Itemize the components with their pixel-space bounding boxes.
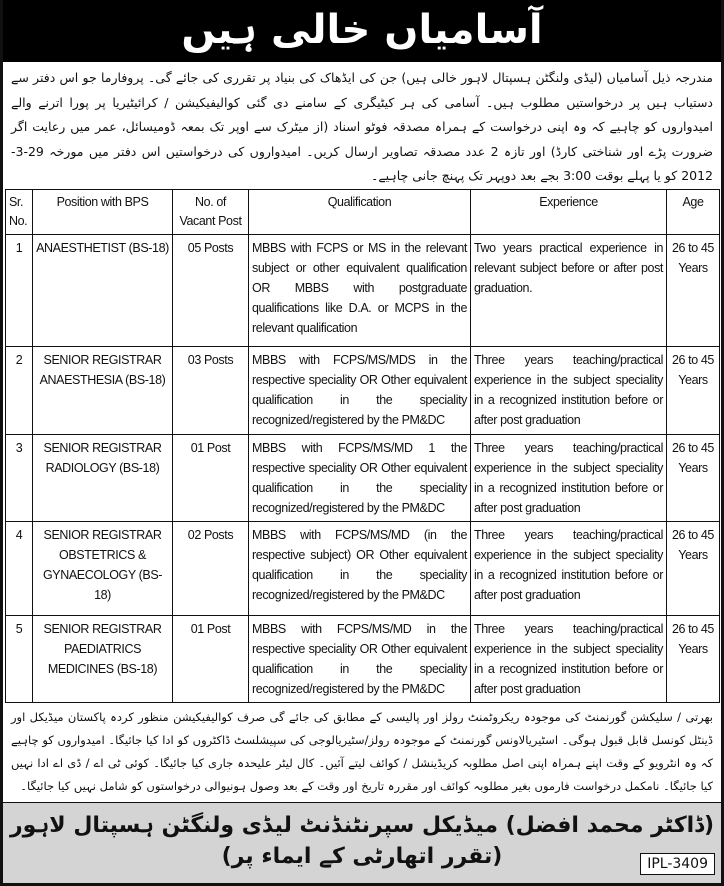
cell-posts: 02 Posts: [173, 521, 249, 615]
cell-sr: 2: [6, 346, 33, 434]
cell-experience: Three years teaching/practical experience in the subject speciality in a recognized institution before or after post graduation: [471, 615, 667, 702]
header-posts: No. of Vacant Post: [173, 189, 249, 234]
cell-qualification: MBBS with FCPS/MS/MD 1 the respective speciality OR Other equivalent qualification in the speciality recognized/registered by the PM&DC: [249, 434, 471, 521]
cell-sr: 1: [6, 234, 33, 346]
cell-posts: 01 Post: [173, 434, 249, 521]
table-row: [6, 615, 720, 702]
header-experience: Experience: [471, 189, 667, 234]
cell-experience: Two years practical experience in relevant subject before or after post graduation.: [471, 234, 667, 346]
cell-position: SENIOR REGISTRAR ANAESTHESIA (BS-18): [33, 346, 173, 434]
ad-reference: IPL-3409: [640, 853, 715, 875]
table-header: [6, 189, 720, 234]
cell-position: SENIOR REGISTRAR OBSTETRICS & GYNAECOLOGY (BS-18): [33, 521, 173, 615]
table-row: [6, 434, 720, 521]
header-qualification: Qualification: [249, 189, 471, 234]
intro-text: مندرجہ ذیل آسامیاں (لیڈی ولنگٹن ہسپتال لاہور خالی ہیں) جن کی ایڈھاک کی بنیاد پر تقرری کی جائے گی۔ پروفارما جو اس دفتر سے دستیاب ہیں پر درخواستیں مطلوب ہیں۔ آسامی کی ہر کیٹیگری کے سامنے دی گئی کوالیفیکیشن / کرائیٹیریا پر پورا اترنے والے امیدواروں کو چاہیے کہ وہ اپنی درخواست کے ہمراہ مصدقہ فوٹو اسناد (از میٹرک سے اوپر تک بمعہ ڈومیسائل، عمر میں رعایت اگر ضرورت پڑے اور شناختی کارڈ) اور تازہ 2 عدد مصدقہ تصاویر ارسال کریں۔ امیدواروں کی درخواستیں اس دفتر میں مورخہ 29-3-2012 کو یا پہلے بوقت 3:00 بجے بعد دوپہر تک پہنچ جانی چاہیے۔: [11, 70, 713, 183]
table-row: [6, 521, 720, 615]
cell-sr: 5: [6, 615, 33, 702]
cell-position: SENIOR REGISTRAR RADIOLOGY (BS-18): [33, 434, 173, 521]
table-row: [6, 234, 720, 346]
cell-sr: 3: [6, 434, 33, 521]
ad-title: آسامیاں خالی ہیں: [3, 0, 721, 62]
cell-experience: Three years teaching/practical experience in the subject speciality in a recognized institution before or after post graduation: [471, 346, 667, 434]
notes-text: بھرتی / سلیکشن گورنمنٹ کی موجودہ ریکروٹمنٹ رولز اور پالیسی کے مطابق کی جائے گی صرف کوالیفیکیشن منظور کردہ پاکستان میڈیکل اور ڈینٹل کونسل قابل قبول ہوگی۔ اسٹیریالاونس گورنمنٹ کے موجودہ رولز/سٹیریالوجی کی سپیشلسٹ ڈاکٹروں کو ادا کیا جائیگا۔ امیدواروں کو چاہیے کہ وہ انٹرویو کے وقت اپنے ہمراہ اپنی اصل مطلوبہ کریڈینشل / کوائف لیتے آئیں۔ کال لیٹر علیحدہ جاری کیا جائیگا۔ کوئی ٹی اے / ڈی اے ادا نہیں کیا جائیگا۔ نامکمل درخواست فارموں بغیر مطلوبہ کوائف اور مقررہ تاریخ اور وقت کے بعد وصول ہونیوالی درخواستوں کو شامل نہیں کیا جائیگا۔: [11, 709, 713, 793]
header-age: Age: [667, 189, 720, 234]
vacancy-table: [5, 189, 720, 703]
signature-block: [3, 802, 721, 884]
header-position: Position with BPS: [33, 189, 173, 234]
header-sr: Sr. No.: [6, 189, 33, 234]
cell-qualification: MBBS with FCPS/MS/MD in the respective speciality OR Other equivalent qualification in the speciality recognized/registered by the PM&DC: [249, 615, 471, 702]
cell-age: 26 to 45 Years: [667, 234, 720, 346]
cell-position: SENIOR REGISTRAR PAEDIATRICS MEDICINES (BS-18): [33, 615, 173, 702]
appointing-authority: (تقرر اتھارٹی کے ایماء پر): [221, 843, 503, 869]
cell-qualification: MBBS with FCPS/MS/MDS in the respective speciality OR Other equivalent qualification in the speciality recognized/registered by the PM&DC: [249, 346, 471, 434]
cell-age: 26 to 45 Years: [667, 434, 720, 521]
cell-sr: 4: [6, 521, 33, 615]
cell-position: ANAESTHETIST (BS-18): [33, 234, 173, 346]
cell-experience: Three years teaching/practical experience in the subject speciality in a recognized institution before or after post graduation: [471, 434, 667, 521]
cell-age: 26 to 45 Years: [667, 521, 720, 615]
cell-qualification: MBBS with FCPS or MS in the relevant subject or other equivalent qualification OR MBBS with postgraduate qualifications like D.A. or MCPS in the relevant qualification: [249, 234, 471, 346]
cell-age: 26 to 45 Years: [667, 346, 720, 434]
cell-experience: Three years teaching/practical experience in the subject speciality in a recognized institution before or after post graduation: [471, 521, 667, 615]
cell-age: 26 to 45 Years: [667, 615, 720, 702]
table-row: [6, 346, 720, 434]
signature: (ڈاکٹر محمد افضل) میڈیکل سپرنٹنڈنٹ لیڈی ولنگٹن ہسپتال لاہور: [9, 812, 715, 838]
cell-posts: 01 Post: [173, 615, 249, 702]
cell-posts: 03 Posts: [173, 346, 249, 434]
cell-qualification: MBBS with FCPS/MS/MD (in the respective subject) OR Other equivalent qualification in the speciality recognized/registered by the PM&DC: [249, 521, 471, 615]
cell-posts: 05 Posts: [173, 234, 249, 346]
